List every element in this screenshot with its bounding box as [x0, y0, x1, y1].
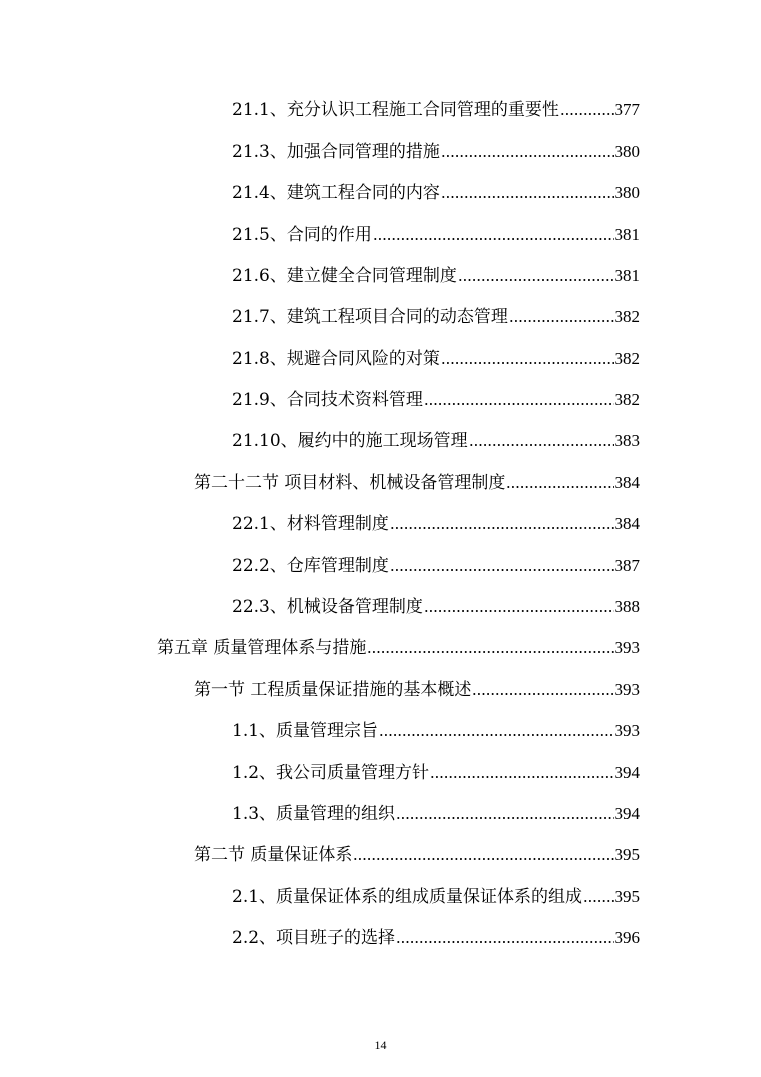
toc-entry-page: 395 [614, 845, 640, 864]
toc-entry-title: 第二十二节 项目材料、机械设备管理制度 [194, 473, 506, 493]
toc-entry[interactable] [232, 178, 640, 208]
toc-entry-page: 387 [614, 556, 640, 575]
toc-entry-title: 2.2、项目班子的选择 [232, 928, 396, 948]
toc-dot-leader [424, 610, 614, 612]
toc-entry-title: 1.1、质量管理宗旨 [232, 721, 379, 741]
toc-entry-title: 21.3、加强合同管理的措施 [232, 142, 440, 162]
toc-entry-page: 393 [614, 638, 640, 657]
toc-entry[interactable] [232, 95, 640, 125]
toc-entry-page: 380 [614, 183, 640, 202]
toc-dot-leader [560, 113, 614, 115]
toc-entry-title: 22.1、材料管理制度 [232, 514, 389, 534]
toc-entry[interactable] [232, 426, 640, 456]
toc-entry[interactable] [157, 633, 640, 663]
toc-dot-leader [373, 238, 614, 240]
toc-entry[interactable] [232, 592, 640, 622]
toc-dot-leader [390, 569, 614, 571]
toc-dot-leader [353, 858, 613, 860]
page-number: 14 [374, 1038, 387, 1052]
toc-dot-leader [430, 776, 613, 778]
toc-dot-leader [458, 279, 614, 281]
toc-dot-leader [472, 693, 613, 695]
toc-dot-leader [441, 196, 614, 198]
toc-entry[interactable] [194, 675, 640, 705]
toc-entry-title: 22.3、机械设备管理制度 [232, 597, 423, 617]
toc-entry[interactable] [232, 923, 640, 953]
toc-dot-leader [441, 155, 614, 157]
toc-entry-title: 21.10、履约中的施工现场管理 [232, 431, 468, 451]
toc-dot-leader [583, 900, 613, 902]
toc-entry-title: 22.2、仓库管理制度 [232, 556, 389, 576]
toc-entry-title: 1.3、质量管理的组织 [232, 804, 396, 824]
toc-dot-leader [379, 734, 613, 736]
toc-entry-title: 21.7、建筑工程项目合同的动态管理 [232, 307, 508, 327]
toc-dot-leader [469, 444, 614, 446]
toc-entry-title: 21.1、充分认识工程施工合同管理的重要性 [232, 100, 559, 120]
toc-dot-leader [396, 941, 613, 943]
toc-entry[interactable] [232, 302, 640, 332]
toc-dot-leader [509, 320, 614, 322]
toc-entry-page: 381 [614, 266, 640, 285]
toc-entry-title: 21.6、建立健全合同管理制度 [232, 266, 457, 286]
toc-entry-page: 393 [614, 721, 640, 740]
toc-entry[interactable] [232, 220, 640, 250]
toc-entry-page: 381 [614, 225, 640, 244]
toc-entry[interactable] [232, 799, 640, 829]
toc-entry-page: 395 [614, 887, 640, 906]
toc-entry[interactable] [232, 344, 640, 374]
toc-entry[interactable] [232, 758, 640, 788]
toc-entry-page: 380 [614, 142, 640, 161]
toc-entry[interactable] [232, 261, 640, 291]
toc-entry-title: 第一节 工程质量保证措施的基本概述 [194, 680, 472, 700]
toc-entry[interactable] [194, 840, 640, 870]
toc-entry-page: 396 [614, 928, 640, 947]
toc-entry-page: 382 [614, 349, 640, 368]
toc-entry-title: 第五章 质量管理体系与措施 [157, 638, 367, 658]
toc-entry-title: 1.2、我公司质量管理方针 [232, 763, 430, 783]
toc-entry-title: 2.1、质量保证体系的组成质量保证体系的组成 [232, 887, 583, 907]
toc-dot-leader [396, 817, 613, 819]
toc-entry-page: 394 [614, 804, 640, 823]
toc-entry-title: 第二节 质量保证体系 [194, 845, 353, 865]
toc-entry-page: 384 [614, 473, 640, 492]
toc-entry-page: 388 [614, 597, 640, 616]
toc-entry-title: 21.5、合同的作用 [232, 225, 372, 245]
toc-entry-page: 394 [614, 763, 640, 782]
toc-entry[interactable] [232, 882, 640, 912]
toc-entry[interactable] [232, 385, 640, 415]
toc-entry[interactable] [232, 551, 640, 581]
toc-entry-page: 382 [614, 390, 640, 409]
toc-dot-leader [390, 527, 614, 529]
toc-dot-leader [441, 362, 614, 364]
toc-entry-title: 21.4、建筑工程合同的内容 [232, 183, 440, 203]
toc-entry-page: 383 [614, 431, 640, 450]
toc-entry[interactable] [232, 716, 640, 746]
toc-entry[interactable] [194, 468, 640, 498]
toc-entry-page: 384 [614, 514, 640, 533]
toc-entry[interactable] [232, 137, 640, 167]
toc-entry-page: 393 [614, 680, 640, 699]
toc-dot-leader [424, 403, 614, 405]
toc-dot-leader [506, 486, 613, 488]
toc-entry-page: 377 [614, 100, 640, 119]
toc-dot-leader [367, 651, 613, 653]
toc-entry-page: 382 [614, 307, 640, 326]
toc-entry[interactable] [232, 509, 640, 539]
toc-entry-title: 21.8、规避合同风险的对策 [232, 349, 440, 369]
toc-entry-title: 21.9、合同技术资料管理 [232, 390, 423, 410]
